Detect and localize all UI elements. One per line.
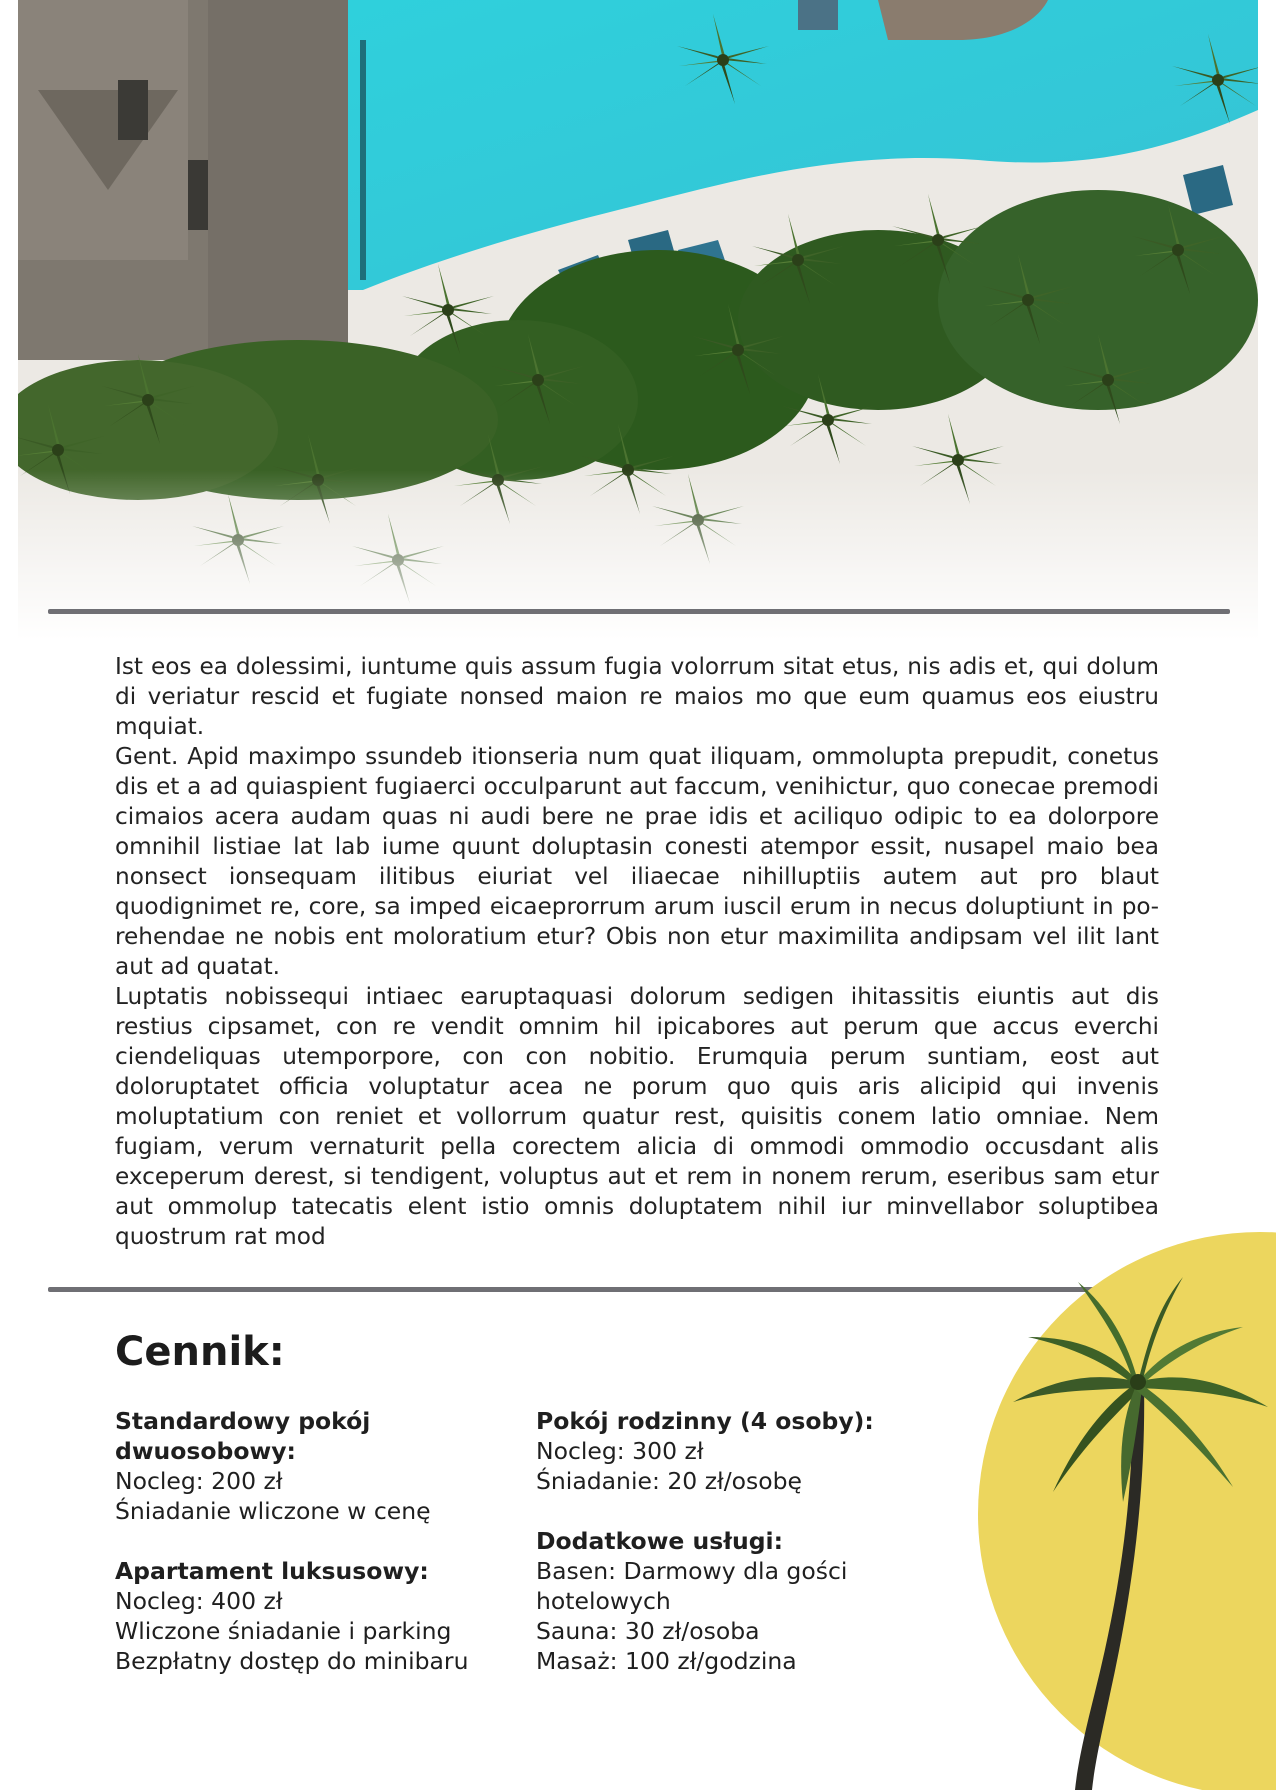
price-apartment-heading: Apartament luksusowy: <box>115 1557 429 1585</box>
pricing-title: Cennik: <box>115 1329 285 1375</box>
price-family-line: Nocleg: 300 zł <box>536 1437 704 1465</box>
price-extras-heading: Dodatkowe usługi: <box>536 1527 783 1555</box>
price-extras-line: Sauna: 30 zł/osoba <box>536 1617 760 1645</box>
price-family-room <box>536 1406 876 1496</box>
price-extras <box>536 1526 876 1676</box>
price-extras-line: Basen: Darmowy dla gości hotelowych <box>536 1557 848 1615</box>
pricing-column-right <box>536 1406 876 1706</box>
paragraph-1: Ist eos ea dolessimi, iuntume quis assum fugia volorrum sitat etus, nis adis et, qui dolum di veriatur rescid et fugiate nonsed maion re maios mo que eum quamus eos eiustru mquiat. <box>115 653 1159 740</box>
price-standard-line: Nocleg: 200 zł <box>115 1467 283 1495</box>
body-text <box>115 652 1159 1252</box>
price-apartment <box>115 1556 515 1676</box>
aerial-resort-pool-palms-image <box>18 0 1258 640</box>
price-extras-line: Masaż: 100 zł/godzina <box>536 1647 797 1675</box>
paragraph-2: Gent. Apid maximpo ssundeb itionseria num quat iliquam, ommolupta prepudit, conetus dis et a ad quiaspient fugiaerci occulparunt aut faccum, venihictur, quo conecae premodi cimaios acera audam quas ni audi bere ne prae idis et aciliquo odipic to ea dolorpore omnihil listiae lat lab iume quunt doluptasin conesti atempor essit, nusapel maio bea nonsect ionsequam ilitibus eiuriat vel iliaecae nihilluptiis autem aut pro blaut quodignimet re, core, sa imped eicaeprorrum arum iuscil erum in necus doluptiunt in porehendae ne nobis ent moloratium etur? Obis non etur maximilita andipsam vel ilit lant aut ad quatat. <box>115 743 1159 980</box>
price-standard-line: Śniadanie wliczone w cenę <box>115 1497 431 1525</box>
price-apartment-line: Bezpłatny dostęp do minibaru <box>115 1647 469 1675</box>
price-standard-heading: Standardowy pokój dwuosobowy: <box>115 1407 371 1465</box>
top-divider <box>48 609 1230 614</box>
price-standard-room <box>115 1406 515 1526</box>
price-apartment-line: Wliczone śniadanie i parking <box>115 1617 452 1645</box>
paragraph-3: Luptatis nobissequi intiaec earuptaquasi dolorum sedigen ihitassitis eiuntis aut dis restius cipsamet, con re vendit omnim hil ipicabores aut perum que accus everchi ciendeliquas utemporpore, con con nobitio. Erumquia perum suntiam, eost aut doloruptatet officia voluptatur acea ne porum quo quis aris alicipid qui invenis moluptatium con reniet et vollorrum quatur rest, quisitis conem latio omniae. Nem fugiam, verum vernaturit pella corectem alicia di ommodi ommodio occusdant alis exceperum derest, si tendigent, voluptus aut et rem in nonem rerum, eseribus sam etur aut ommolup tatecatis elent istio omnis doluptatem nihil iur minvellabor soluptibea quostrum rat mod <box>115 983 1159 1250</box>
price-apartment-line: Nocleg: 400 zł <box>115 1587 283 1615</box>
price-family-heading: Pokój rodzinny (4 osoby): <box>536 1407 874 1435</box>
palm-decoration <box>960 1232 1276 1790</box>
pricing-column-left <box>115 1406 515 1706</box>
palm-tree-sun-icon <box>960 1232 1276 1790</box>
hero-image <box>18 0 1258 640</box>
price-family-line: Śniadanie: 20 zł/osobę <box>536 1467 803 1495</box>
